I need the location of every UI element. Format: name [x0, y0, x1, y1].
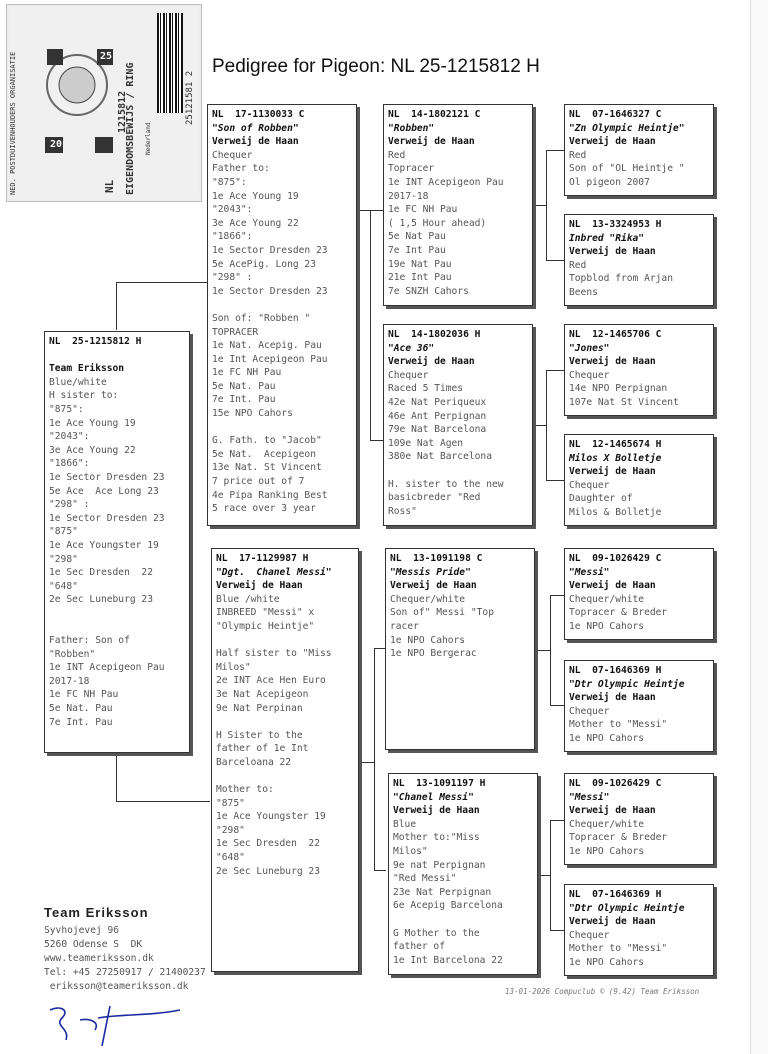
- pedigree-line: 1e Ace Youngster 19: [216, 811, 326, 823]
- pedigree-line: Topblod from Arjan: [569, 273, 673, 285]
- connector: [374, 870, 386, 871]
- connector: [546, 370, 547, 480]
- ring-number: NL 12-1465706 C: [569, 329, 662, 340]
- pigeon-card-paternal-grandfather: [383, 104, 533, 306]
- breeder-team-name: Team Eriksson: [44, 905, 149, 920]
- pedigree-line: [216, 634, 354, 648]
- connector: [546, 150, 564, 151]
- pigeon-card-maternal-grandmother: [388, 773, 538, 975]
- ring-number: NL 07-1646369 H: [569, 665, 662, 676]
- sticker-banner: EIGENDOMSBEWIJS / RING: [125, 62, 136, 195]
- pedigree-line: 4e Pipa Ranking Best: [212, 489, 328, 501]
- pedigree-line: Blue /white: [216, 593, 280, 605]
- pedigree-line: 1e INT Acepigeon Pau: [388, 176, 504, 188]
- pigeon-name: "Jones": [569, 342, 610, 354]
- connector: [370, 210, 384, 211]
- pedigree-line: H. sister to the new: [388, 478, 504, 490]
- pigeon-card-subject: [44, 331, 190, 753]
- pedigree-line: 9e Nat Perpinan: [216, 702, 303, 714]
- pedigree-line: 1e NPO Cahors: [569, 732, 645, 744]
- pedigree-line: 3e Ace Young 22: [212, 217, 299, 229]
- pedigree-line: 5e Nat. Acepigeon: [212, 448, 316, 460]
- pedigree-line: "875":: [49, 403, 84, 415]
- pedigree-line: 1e Sector Dresden 23: [49, 471, 165, 483]
- pigeon-name: "Ace 36": [388, 342, 435, 354]
- pedigree-line: 1e FC NH Pau: [49, 689, 119, 701]
- sticker-country: NL: [103, 179, 116, 193]
- sticker-year-left: 20: [50, 139, 63, 150]
- pigeon-card-fm-mother: [564, 434, 714, 526]
- connector: [538, 875, 550, 876]
- pedigree-line: Chequer/white: [569, 818, 645, 830]
- pedigree-line: [216, 715, 354, 729]
- pedigree-line: 1e NPO Bergerac: [390, 648, 477, 660]
- pigeon-card-fm-father: [564, 324, 714, 416]
- pedigree-line: 380e Nat Barcelona: [388, 451, 492, 463]
- owner-name: Verweij de Haan: [569, 136, 656, 148]
- connector: [550, 705, 564, 706]
- pedigree-line: "875": [216, 797, 245, 809]
- pigeon-card-ff-mother: [564, 214, 714, 306]
- connector: [534, 425, 546, 426]
- pigeon-card-mother: [211, 548, 359, 972]
- pedigree-line: 7e Int. Pau: [212, 394, 276, 406]
- pedigree-line: 1e Sec Dresden 22: [216, 838, 320, 850]
- pedigree-line: 5e Nat Pau: [388, 231, 446, 243]
- pedigree-line: "1866":: [212, 231, 253, 243]
- pedigree-line: 7 price out of 7: [212, 476, 305, 488]
- pedigree-line: 1e INT Acepigeon Pau: [49, 662, 165, 674]
- owner-name: Verweij de Haan: [212, 136, 299, 148]
- pedigree-line: [393, 913, 533, 927]
- owner-name: Team Eriksson: [49, 363, 125, 375]
- sticker-ring-number: 1215812: [117, 90, 128, 133]
- pedigree-line: "2043":: [49, 431, 90, 443]
- handwritten-signature: [40, 1000, 200, 1050]
- pedigree-line: Red: [569, 149, 587, 161]
- pedigree-line: "2043":: [212, 204, 253, 216]
- pedigree-line: 5e Nat. Pau: [212, 380, 276, 392]
- pedigree-line: Mother to "Messi": [569, 943, 668, 955]
- owner-name: Verweij de Haan: [569, 356, 656, 368]
- owner-name: Verweij de Haan: [390, 580, 477, 592]
- footer-credit: 13-01-2026 Compuclub © (9.42) Team Eriksson: [505, 987, 700, 996]
- pigeon-name: "Chanel Messi": [393, 791, 474, 803]
- connector: [370, 210, 371, 440]
- pedigree-line: Chequer: [388, 369, 429, 381]
- pedigree-line: [49, 620, 185, 634]
- breeder-website: www.teameriksson.dk: [44, 953, 154, 964]
- connector: [550, 595, 551, 705]
- pedigree-line: 1e FC NH Pau: [388, 204, 458, 216]
- pedigree-line: 15e NPO Cahors: [212, 408, 293, 420]
- pedigree-line: father of: [393, 941, 445, 953]
- pigeon-card-mm-father: [564, 773, 714, 865]
- pedigree-line: 14e NPO Perpignan: [569, 383, 668, 395]
- pedigree-line: 2e INT Ace Hen Euro: [216, 675, 326, 687]
- pedigree-line: 5e Nat. Pau: [49, 703, 113, 715]
- pedigree-line: 1e NPO Cahors: [569, 956, 645, 968]
- pedigree-line: 1e NPO Cahors: [569, 845, 645, 857]
- pedigree-line: 13e Nat. St Vincent: [212, 462, 322, 474]
- ownership-ring-sticker: [6, 4, 202, 202]
- pedigree-line: Topracer & Breder: [569, 832, 668, 844]
- pedigree-line: Red: [388, 149, 406, 161]
- pigeon-name: "Dtr Olympic Heintje: [569, 902, 685, 914]
- pedigree-line: "298": [49, 553, 78, 565]
- pedigree-line: 1e Ace Young 19: [212, 190, 299, 202]
- connector: [546, 480, 564, 481]
- owner-name: Verweij de Haan: [393, 805, 480, 817]
- pedigree-line: 1e Int Barcelona 22: [393, 954, 503, 966]
- pedigree-line: basicbreder "Red: [388, 492, 481, 504]
- pigeon-card-ff-father: [564, 104, 714, 196]
- owner-name: Verweij de Haan: [569, 466, 656, 478]
- pedigree-line: Mother to:: [216, 784, 274, 796]
- breeder-street: Syvhojevej 96: [44, 925, 120, 936]
- pedigree-line: [216, 770, 354, 784]
- pigeon-name: "Messi": [569, 566, 610, 578]
- pedigree-line: 1e Sector Dresden 23: [212, 285, 328, 297]
- pedigree-line: Son of" Messi "Top: [390, 607, 494, 619]
- pedigree-line: 6e Acepig Barcelona: [393, 900, 503, 912]
- ring-number: NL 17-1129987 H: [216, 553, 309, 564]
- pedigree-line: 107e Nat St Vincent: [569, 396, 679, 408]
- pedigree-line: Father: Son of: [49, 635, 130, 647]
- ring-number: NL 13-3324953 H: [569, 219, 662, 230]
- pedigree-line: Half sister to "Miss: [216, 648, 332, 660]
- connector: [550, 820, 564, 821]
- connector: [550, 930, 564, 931]
- barcode: [157, 13, 183, 113]
- pedigree-line: TOPRACER: [212, 326, 259, 338]
- connector: [116, 282, 210, 283]
- owner-name: Verweij de Haan: [569, 246, 656, 258]
- breeder-email: eriksson@teameriksson.dk: [44, 981, 189, 992]
- connector: [550, 595, 564, 596]
- pedigree-line: 2e Sec Luneburg 23: [216, 865, 320, 877]
- pigeon-card-maternal-grandfather: [385, 548, 535, 750]
- pedigree-line: Son of "OL Heintje ": [569, 163, 685, 175]
- owner-name: Verweij de Haan: [569, 805, 656, 817]
- pedigree-line: 5 race over 3 year: [212, 503, 316, 515]
- connector: [116, 282, 117, 330]
- pedigree-line: Milos": [216, 661, 251, 673]
- pedigree-line: G. Fath. to "Jacob": [212, 435, 322, 447]
- ring-number: NL 09-1026429 C: [569, 778, 662, 789]
- pedigree-line: [388, 464, 528, 478]
- pedigree-line: Ross": [388, 505, 417, 517]
- pedigree-line: 23e Nat Perpignan: [393, 886, 492, 898]
- pedigree-line: 1e NPO Cahors: [390, 634, 466, 646]
- pedigree-line: "298" :: [212, 272, 253, 284]
- pedigree-line: [212, 298, 352, 312]
- pedigree-line: 9e nat Perpignan: [393, 859, 486, 871]
- pedigree-line: "648": [216, 852, 245, 864]
- connector: [534, 205, 546, 206]
- owner-name: Verweij de Haan: [388, 356, 475, 368]
- pigeon-card-mm-mother: [564, 884, 714, 976]
- pedigree-line: INBREED "Messi" x: [216, 607, 315, 619]
- pigeon-card-mf-father: [564, 548, 714, 640]
- pedigree-line: "298" :: [49, 499, 90, 511]
- connector: [358, 762, 374, 763]
- pedigree-line: Father to:: [212, 163, 270, 175]
- pigeon-card-mf-mother: [564, 660, 714, 752]
- pedigree-line: Raced 5 Times: [388, 383, 464, 395]
- connector: [116, 752, 117, 802]
- pedigree-line: "Olympic Heintje": [216, 620, 315, 632]
- sticker-org-text: NED. POSTDUIVENHOUDERS ORGANISATIE: [9, 51, 17, 195]
- ring-number: NL 09-1026429 C: [569, 553, 662, 564]
- pedigree-line: 2e Sec Luneburg 23: [49, 594, 153, 606]
- pedigree-line: 7e SNZH Cahors: [388, 285, 469, 297]
- pedigree-line: Daughter of: [569, 493, 633, 505]
- ring-number: NL 13-1091197 H: [393, 778, 486, 789]
- pedigree-line: 109e Nat Agen: [388, 437, 464, 449]
- ring-number: NL 13-1091198 C: [390, 553, 483, 564]
- connector: [546, 150, 547, 260]
- pedigree-line: Chequer: [569, 929, 610, 941]
- pedigree-line: 1e Nat. Acepig. Pau: [212, 340, 322, 352]
- breeder-phone: Tel: +45 27250917 / 21400237: [44, 967, 206, 978]
- pedigree-line: H sister to:: [49, 390, 119, 402]
- pedigree-line: "875":: [212, 176, 247, 188]
- pedigree-line: [49, 607, 185, 621]
- pigeon-name: "Robben": [388, 122, 435, 134]
- ring-number: NL 07-1646369 H: [569, 889, 662, 900]
- pedigree-line: H Sister to the: [216, 729, 303, 741]
- owner-name: Verweij de Haan: [216, 580, 303, 592]
- breeder-address: [44, 906, 206, 994]
- pedigree-line: Son of: "Robben ": [212, 312, 311, 324]
- pedigree-line: father of 1e Int: [216, 743, 309, 755]
- pigeon-name: "Messi": [569, 791, 610, 803]
- pedigree-line: Milos & Bolletje: [569, 506, 662, 518]
- pedigree-line: Barceloana 22: [216, 756, 292, 768]
- ring-number: NL 14-1802121 C: [388, 109, 481, 120]
- owner-name: Verweij de Haan: [569, 692, 656, 704]
- pedigree-line: 3e Ace Young 22: [49, 444, 136, 456]
- pedigree-line: Ol pigeon 2007: [569, 176, 650, 188]
- pedigree-line: Mother to:"Miss: [393, 832, 480, 844]
- owner-name: Verweij de Haan: [569, 916, 656, 928]
- owner-name: Verweij de Haan: [388, 136, 475, 148]
- pedigree-line: ( 1,5 Hour ahead): [388, 217, 487, 229]
- ring-number: NL 07-1646327 C: [569, 109, 662, 120]
- pigeon-card-father: [207, 104, 357, 526]
- pedigree-line: 1e NPO Cahors: [569, 620, 645, 632]
- pedigree-line: Mother to "Messi": [569, 719, 668, 731]
- pedigree-line: G Mother to the: [393, 927, 480, 939]
- pedigree-line: "298": [216, 824, 245, 836]
- pedigree-line: "648": [49, 580, 78, 592]
- pedigree-line: "1866":: [49, 458, 90, 470]
- ring-number: NL 12-1465674 H: [569, 439, 662, 450]
- connector: [370, 440, 384, 441]
- connector: [116, 801, 210, 802]
- pedigree-line: 2017-18: [388, 190, 429, 202]
- pedigree-line: 5e Ace Ace Long 23: [49, 485, 159, 497]
- pedigree-line: 7e Int Pau: [388, 244, 446, 256]
- pigeon-name: "Dgt. Chanel Messi": [216, 566, 332, 578]
- pedigree-line: Red: [569, 259, 587, 271]
- pedigree-line: [49, 349, 185, 363]
- pedigree-line: Chequer: [212, 149, 253, 161]
- pedigree-line: 1e Sector Dresden 23: [212, 244, 328, 256]
- pedigree-line: [212, 421, 352, 435]
- pigeon-name: "Messis Pride": [390, 566, 471, 578]
- pedigree-line: "875": [49, 526, 78, 538]
- sticker-year-right: 25: [100, 51, 113, 62]
- pedigree-line: Chequer: [569, 369, 610, 381]
- pedigree-line: Chequer/white: [569, 593, 645, 605]
- pedigree-title: Pedigree for Pigeon: NL 25-1215812 H: [212, 56, 540, 77]
- sticker-nederland: Nederland: [145, 122, 152, 155]
- connector: [358, 210, 370, 211]
- pedigree-line: Chequer: [569, 479, 610, 491]
- pedigree-line: 46e Ant Perpignan: [388, 410, 487, 422]
- connector: [534, 650, 550, 651]
- pedigree-line: 1e FC NH Pau: [212, 367, 282, 379]
- pedigree-line: 5e AcePig. Long 23: [212, 258, 316, 270]
- ring-number: NL 25-1215812 H: [49, 336, 142, 347]
- barcode-number: 25121581 2: [185, 70, 195, 125]
- pigeon-name: Inbred "Rika": [569, 232, 645, 244]
- pedigree-line: 2017-18: [49, 675, 90, 687]
- pedigree-line: Beens: [569, 286, 598, 298]
- pedigree-line: Topracer & Breder: [569, 607, 668, 619]
- connector: [546, 370, 564, 371]
- pedigree-line: 42e Nat Periqueux: [388, 396, 487, 408]
- pedigree-line: 1e Int Acepigeon Pau: [212, 353, 328, 365]
- pedigree-line: 3e Nat Acepigeon: [216, 688, 309, 700]
- pedigree-line: Chequer: [569, 705, 610, 717]
- pedigree-line: "Robben": [49, 648, 96, 660]
- pedigree-line: 1e Sector Dresden 23: [49, 512, 165, 524]
- pedigree-line: Blue: [393, 818, 417, 830]
- connector: [374, 648, 375, 870]
- pedigree-line: 1e Ace Young 19: [49, 417, 136, 429]
- pedigree-line: 1e Sec Dresden 22: [49, 567, 153, 579]
- pedigree-line: Chequer/white: [390, 593, 466, 605]
- ring-number: NL 17-1130033 C: [212, 109, 305, 120]
- pigeon-name: Milos X Bolletje: [569, 452, 662, 464]
- connector: [550, 820, 551, 930]
- pedigree-line: Milos": [393, 845, 428, 857]
- pedigree-line: Blue/white: [49, 376, 107, 388]
- pigeon-card-paternal-grandmother: [383, 324, 533, 526]
- pedigree-line: 7e Int. Pau: [49, 716, 113, 728]
- pigeon-name: "Son of Robben": [212, 122, 299, 134]
- pedigree-line: 79e Nat Barcelona: [388, 424, 487, 436]
- owner-name: Verweij de Haan: [569, 580, 656, 592]
- pigeon-name: "Zn Olympic Heintje": [569, 122, 685, 134]
- pedigree-line: Topracer: [388, 163, 435, 175]
- pedigree-line: 1e Ace Youngster 19: [49, 539, 159, 551]
- pedigree-line: 19e Nat Pau: [388, 258, 452, 270]
- breeder-city: 5260 Odense S DK: [44, 939, 143, 950]
- ring-number: NL 14-1802036 H: [388, 329, 481, 340]
- pedigree-line: "Red Messi": [393, 873, 457, 885]
- pedigree-line: racer: [390, 620, 419, 632]
- pigeon-name: "Dtr Olympic Heintje: [569, 678, 685, 690]
- connector: [546, 260, 564, 261]
- pedigree-line: 21e Int Pau: [388, 272, 452, 284]
